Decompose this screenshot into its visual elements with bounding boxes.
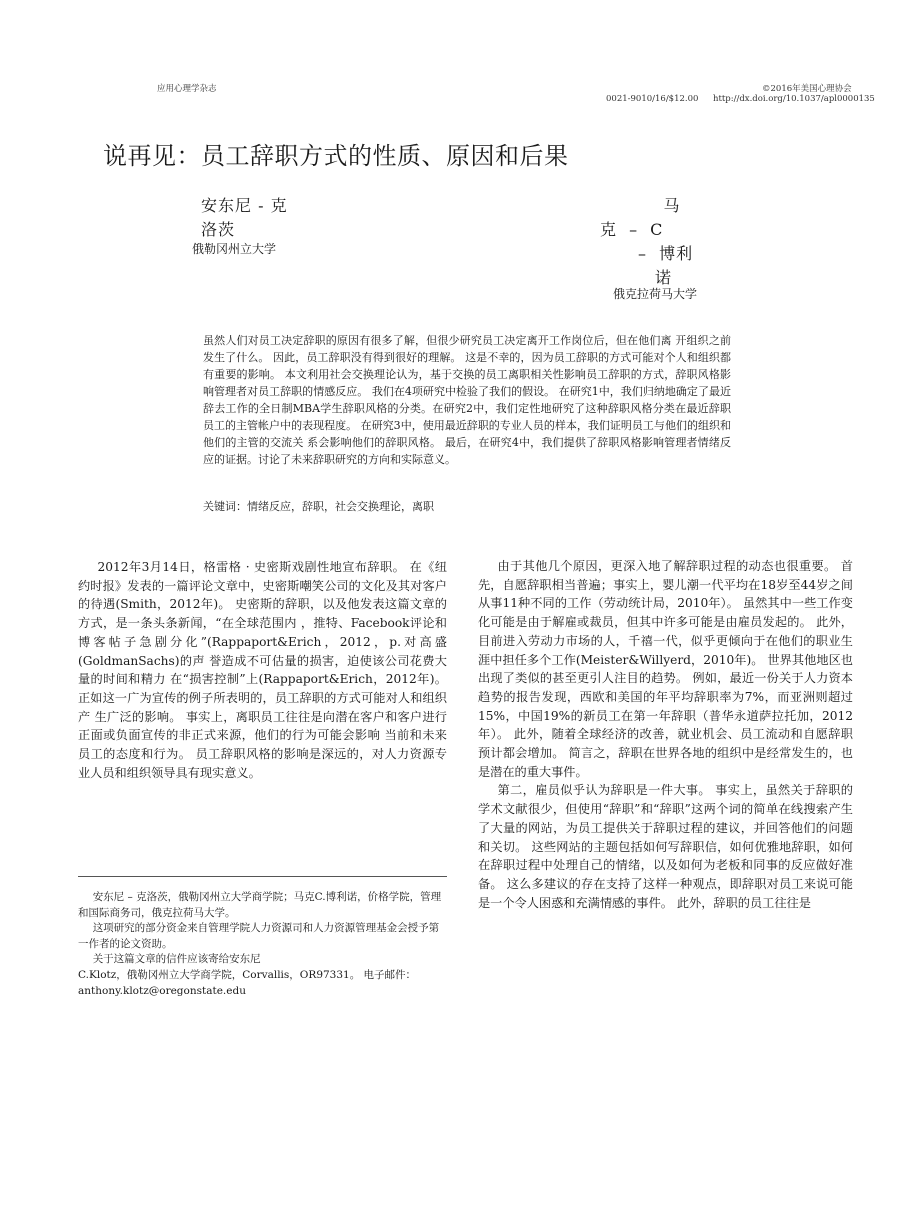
abstract: 虽然人们对员工决定辞职的原因有很多了解，但很少研究员工决定离开工作岗位后，但在他们离 开组织之前发生了什么。 因此，员工辞职没有得到很好的理解。 这是不幸的，因为员工辞职的方式可能对个人和组织都有重要的影响。 本文利用社会交换理论认为，基于交换的员工离职相关性影响员工辞职的方式，辞职风格影响管理者对员工辞职的情感反应。 我们在4项研究中检验了我们的假设。 在研究1中，我们归纳地确定了最近辞去工作的全日制MBA学生辞职风格的分类。在研究2中，我们定性地研究了这种辞职风格分类在最近辞职员工的主管帐户中的表现程度。 在研究3中，使用最近辞职的专业人员的样本，我们证明员工与他们的组织和他们的主管的交流关 系会影响他们的辞职风格。 最后，在研究4中，我们提供了辞职风格影响管理者情绪反应的证据。讨论了未来辞职研究的方向和实际意义。 [203, 334, 731, 466]
body-left-column [78, 558, 447, 782]
author-2-name-line1: 马 [663, 196, 681, 215]
footnote-correspondence: 关于这篇文章的信件应该寄给安东尼 [92, 953, 261, 966]
author-1-affiliation: 俄勒冈州立大学 [192, 242, 277, 256]
author-2-name-line3: – 博利 [638, 244, 694, 263]
body-right-column [478, 557, 853, 912]
keywords: 关键词：情绪反应，辞职，社会交换理论，离职 [203, 500, 434, 513]
footnote-funding: 这项研究的部分资金来自管理学院人力资源司和人力资源管理基金会授予第一作者的论文资助。 [78, 922, 440, 950]
author-2-name [600, 194, 730, 290]
author-1-name [201, 194, 361, 242]
author-2-name-line4: 诺 [655, 268, 673, 287]
body-paragraph: 2012年3月14日，格雷格 · 史密斯戏剧性地宣布辞职。 在《纽约时报》发表的一篇评论文章中，史密斯嘲笑公司的文化及其对客户的待遇(Smith，2012年)。 史密斯的辞职，以及他发表这篇文章的方式，是一条头条新闻，“在全球范围内 ，推特、Facebook评论和博客帖子急剧分化”(Rappaport&Erich，2012，p.对高盛(GoldmanSachs)的声 誉造成不可估量的损害，迫使该公司花费大量的时间和精力 在“损害控制”上(Rappaport&Erich，2012年)。 正如这一广为宣传的例子所表明的，员工辞职的方式可能对人和组织产 生广泛的影响。 事实上，离职员工往往是向潜在客户和客户进行正面或负面宣传的非正式来源，他们的行为可能会影响 当前和未来员工的态度和行为。 员工辞职风格的影响是深远的，对人力资源专业人员和组织领导具有现实意义。 [78, 560, 447, 780]
copyright-notice: ©2016年美国心理协会 [762, 84, 852, 94]
author-1-name-line2: 洛茨 [201, 220, 236, 239]
footnotes [78, 890, 447, 999]
article-title: 说再见：员工辞职方式的性质、原因和后果 [103, 142, 569, 170]
footnote-author-affiliations: 安东尼 – 克洛茨，俄勒冈州立大学商学院；马克C.博利诺，价格学院，管理和国际商务司，俄克拉荷马大学。 [78, 891, 442, 919]
author-2-affiliation: 俄克拉荷马大学 [613, 287, 698, 301]
footnote-contact: C.Klotz，俄勒冈州立大学商学院，Corvallis，OR97331。 电子邮件：anthony.klotz@oregonstate.edu [78, 968, 417, 997]
doi-link[interactable]: http://dx.doi.org/10.1037/apl0000135 [713, 94, 875, 104]
author-2-name-line2: 克 – C [600, 220, 664, 239]
issn-price: 0021-9010/16/$12.00 [606, 94, 699, 104]
journal-name: 应用心理学杂志 [157, 84, 217, 94]
footnote-divider [78, 876, 447, 877]
body-paragraph: 由于其他几个原因，更深入地了解辞职过程的动态也很重要。 首先，自愿辞职相当普遍；事实上，婴儿潮一代平均在18岁至44岁之间从事11种不同的工作（劳动统计局，2010年）。 虽然其中一些工作变化可能是由于解雇或裁员，但其中许多可能是由雇员发起的。 此外，目前进入劳动力市场的人，千禧一代，似乎更倾向于在他们的职业生涯中担任多个工作(Meister&Willyerd，2010年)。 世界其他地区也出现了类似的甚至更引人注目的趋势。 例如，最近一份关于人力资本趋势的报告发现，西欧和美国的年平均辞职率为7%，而亚洲则超过15%，中国19%的新员工在第一年辞职（普华永道萨拉托加，2012年）。 此外，随着全球经济的改善，就业机会、员工流动和自愿辞职预计都会增加。 简言之，辞职在世界各地的组织中是经常发生的，也是潜在的重大事件。 [478, 559, 853, 779]
body-paragraph: 第二，雇员似乎认为辞职是一件大事。 事实上，虽然关于辞职的学术文献很少，但使用“辞职”和“辞职”这两个词的简单在线搜索产生了大量的网站，为员工提供关于辞职过程的建议，并回答他们的问题和关切。 这些网站的主题包括如何写辞职信，如何优雅地辞职，如何在辞职过程中处理自己的情绪，以及如何为老板和同事的反应做好准备。 这么多建议的存在支持了这样一种观点，即辞职对员工来说可能是一个令人困惑和充满情感的事件。 此外，辞职的员工往往是 [478, 783, 853, 910]
author-1-name-line1: 安东尼 - 克 [201, 196, 288, 215]
